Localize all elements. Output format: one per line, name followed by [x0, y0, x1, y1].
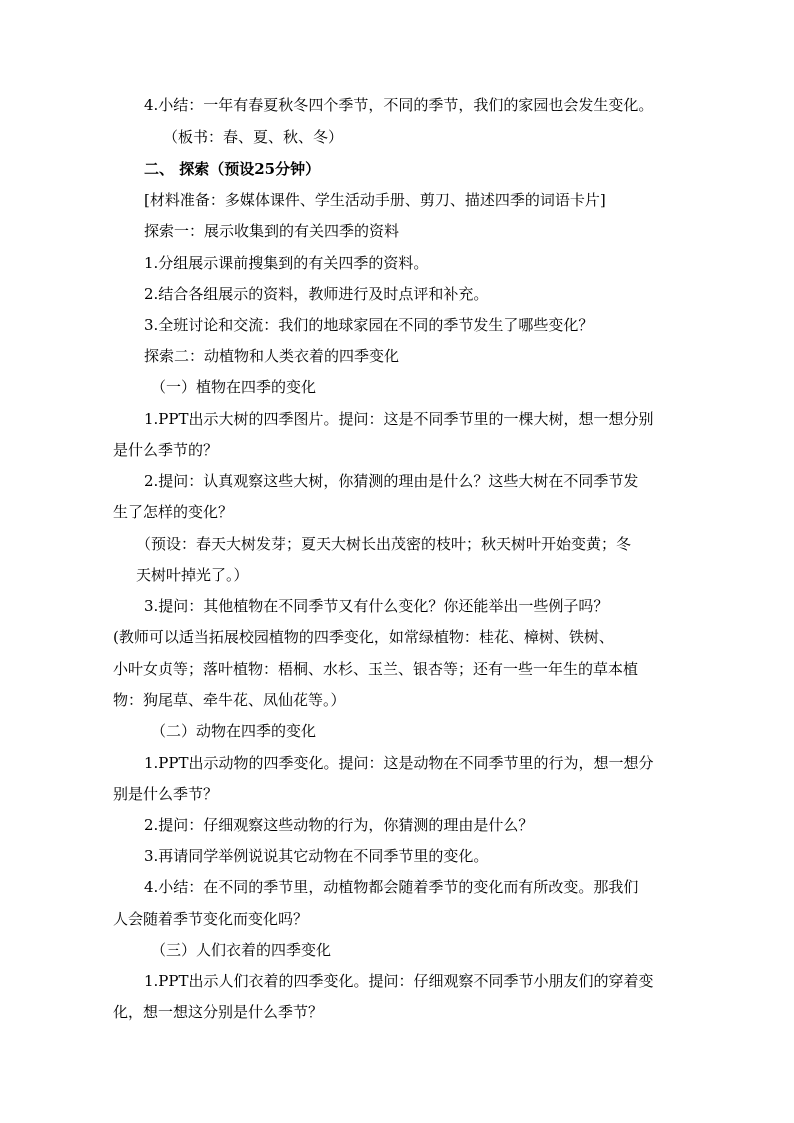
- paragraph-teacher-note-cont-1: 小叶女贞等；落叶植物：梧桐、水杉、玉兰、银杏等；还有一些一年生的草本植: [113, 660, 639, 678]
- paragraph-step-2: 2.结合各组展示的资料，教师进行及时点评和补充。: [144, 285, 489, 303]
- paragraph-clothing-1-cont: 化，想一想这分别是什么季节？: [113, 1003, 324, 1021]
- paragraph-animals-summary: 4.小结：在不同的季节里，动植物都会随着季节的变化而有所改变。那我们: [144, 878, 639, 896]
- subheading-clothing: （三）人们衣着的四季变化: [151, 941, 332, 959]
- paragraph-animals-3: 3.再请同学举例说说其它动物在不同季节里的变化。: [144, 847, 489, 865]
- subheading-animals: （二）动物在四季的变化: [151, 722, 317, 740]
- paragraph-step-1: 1.分组展示课前搜集到的有关四季的资料。: [144, 254, 429, 272]
- paragraph-plants-1: 1.PPT出示大树的四季图片。提问：这是不同季节里的一棵大树，想一想分别: [144, 410, 654, 428]
- paragraph-plants-preset: （预设：春天大树发芽；夏天大树长出茂密的枝叶；秋天树叶开始变黄；冬: [136, 535, 632, 553]
- paragraph-materials: [材料准备：多媒体课件、学生活动手册、剪刀、描述四季的词语卡片]: [144, 191, 606, 209]
- subheading-explore-one: 探索一：展示收集到的有关四季的资料: [144, 222, 400, 240]
- paragraph-teacher-note-cont-2: 物：狗尾草、牵牛花、凤仙花等。）: [113, 691, 346, 709]
- paragraph-animals-2: 2.提问：仔细观察这些动物的行为，你猜测的理由是什么？: [144, 816, 534, 834]
- paragraph-clothing-1: 1.PPT出示人们衣着的四季变化。提问：仔细观察不同季节小朋友们的穿着变: [144, 972, 654, 990]
- paragraph-step-3: 3.全班讨论和交流：我们的地球家园在不同的季节发生了哪些变化？: [144, 316, 594, 334]
- paragraph-plants-preset-cont: 天树叶掉光了。）: [136, 566, 249, 584]
- subheading-plants: （一）植物在四季的变化: [151, 378, 317, 396]
- section-heading-explore: 二、 探索（预设25分钟）: [144, 160, 321, 178]
- paragraph-blackboard-note: （板书：春、夏、秋、冬）: [163, 128, 344, 146]
- paragraph-plants-2: 2.提问：认真观察这些大树，你猜测的理由是什么？这些大树在不同季节发: [144, 472, 639, 490]
- paragraph-plants-2-cont: 生了怎样的变化？: [113, 503, 234, 521]
- paragraph-animals-summary-cont: 人会随着季节变化而变化吗？: [113, 910, 309, 928]
- subheading-explore-two: 探索二：动植物和人类衣着的四季变化: [144, 347, 400, 365]
- paragraph-animals-1: 1.PPT出示动物的四季变化。提问：这是动物在不同季节里的行为，想一想分: [144, 754, 654, 772]
- paragraph-animals-1-cont: 别是什么季节？: [113, 785, 219, 803]
- paragraph-plants-3: 3.提问：其他植物在不同季节又有什么变化？你还能举出一些例子吗？: [144, 597, 609, 615]
- paragraph-teacher-note: (教师可以适当拓展校园植物的四季变化，如常绿植物：桂花、樟树、铁树、: [113, 628, 614, 646]
- paragraph-plants-1-cont: 是什么季节的？: [113, 441, 219, 459]
- paragraph-summary-seasons: 4.小结：一年有春夏秋冬四个季节，不同的季节，我们的家园也会发生变化。: [144, 96, 654, 114]
